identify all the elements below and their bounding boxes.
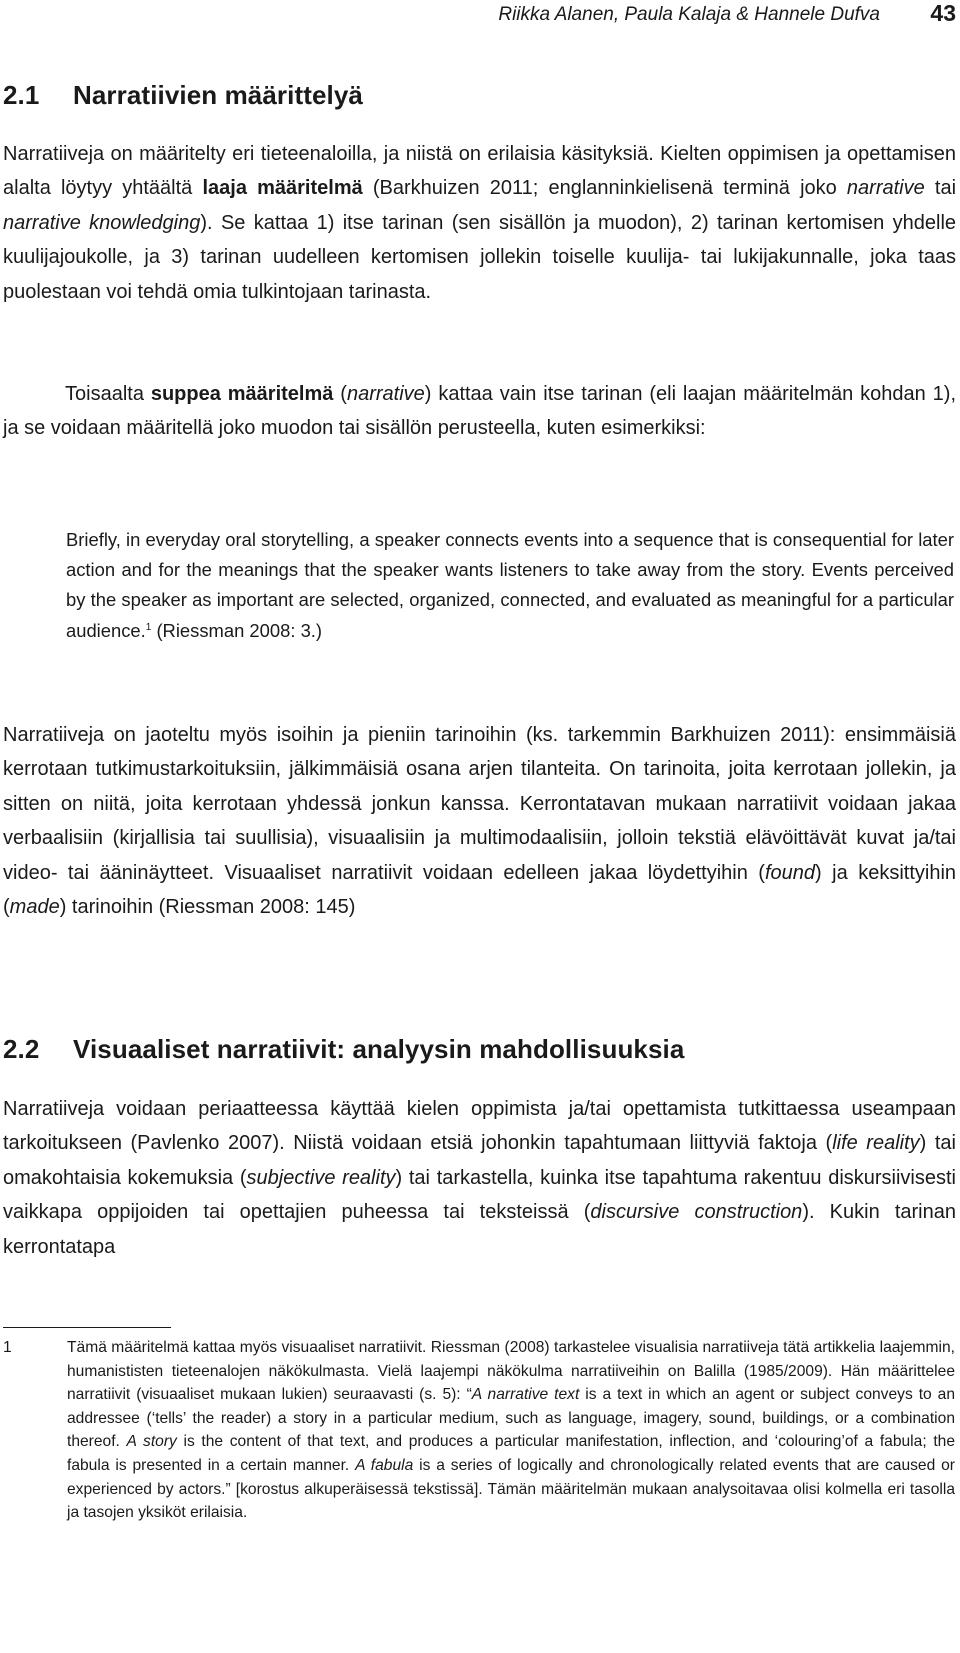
footnote-divider bbox=[3, 1327, 171, 1328]
section-title: Visuaaliset narratiivit: analyysin mahdollisuuksia bbox=[73, 1034, 685, 1064]
running-header-authors: Riikka Alanen, Paula Kalaja & Hannele Dufva bbox=[498, 4, 880, 25]
text-run: (Barkhuizen 2011; englanninkielisenä terminä joko bbox=[362, 177, 847, 200]
italic-term: discursive construction bbox=[590, 1201, 803, 1224]
section-heading-2-2 bbox=[3, 1034, 684, 1065]
text-run: ( bbox=[333, 383, 347, 405]
italic-term: subjective reality bbox=[246, 1166, 396, 1189]
text-run: Narratiiveja on jaoteltu myös isoihin ja pieniin tarinoihin (ks. tarkemmin Barkhuizen 2011): ensimmäisiä kerrotaan tutkimustarkoituksiin, jälkimmäisiä osana arjen tilanteita. On tarinoita, joita kerrotaan jollekin, ja sitten on niitä, joita kerrotaan yhdessä jonkun kanssa. Kerrontatavan mukaan narratiivit voidaan jakaa verbaalisiin (kirjallisia tai suullisia), visuaalisiin ja multimodaalisiin, jolloin tekstiä elävöittävät kuvat ja/tai video- tai ääninäytteet. Visuaaliset narratiivit voidaan edelleen jakaa löydettyihin ( bbox=[3, 724, 956, 884]
text-run: ) tai tarkastella, kuinka itse tapahtuma rakentuu diskursiivisesti vaikkapa oppijoiden tai opettajien puheessa tai teksteissä ( bbox=[3, 1166, 957, 1224]
section-heading-2-1 bbox=[3, 80, 363, 111]
italic-term: life reality bbox=[832, 1132, 920, 1155]
italic-term: narrative knowledging bbox=[3, 211, 201, 234]
italic-term: A narrative text bbox=[471, 1386, 580, 1404]
footnote-marker: 1 bbox=[145, 621, 152, 633]
section-title: Narratiivien määrittelyä bbox=[73, 80, 363, 110]
text-run: Narratiiveja voidaan periaatteessa käyttää kielen oppimista ja/tai opettamista tutkittaessa useampaan tarkoitukseen (Pavlenko 2007). Niistä voidaan etsiä johonkin tapahtumaan liittyviä faktoja ( bbox=[3, 1098, 956, 1155]
text-run: is a text in which an agent or subject conveys to an addressee (‘tells’ the reader) a story in a particular medium, such as language, imagery, sound, buildings, or a combination thereof. bbox=[67, 1386, 955, 1451]
text-run: is the content of that text, and produces a particular manifestation, inflection, and ‘colouring’of a fabula; the fabula is presented in a certain manner. bbox=[67, 1433, 955, 1474]
italic-term: narrative bbox=[846, 177, 925, 200]
bold-term: suppea määritelmä bbox=[150, 383, 334, 405]
text-run: ) kattaa vain itse tarinan (eli laajan määritelmän kohdan 1), ja se voidaan määritellä joko muodon tai sisällön perusteella, kuten esimerkiksi: bbox=[3, 383, 956, 440]
text-run: ) tarinoihin (Riessman 2008: 145) bbox=[59, 896, 356, 919]
bold-term: laaja määritelmä bbox=[202, 177, 363, 200]
footnote-text bbox=[67, 1336, 955, 1525]
italic-term: A story bbox=[126, 1433, 177, 1451]
text-run: is a series of logically and chronologically related events that are caused or experienced by actors.” [korostus alkuperäisessä tekstissä]. Tämän määritelmän mukaan analysoitavaa olisi kolmella eri tasolla ja tasojen yksiköt erilaisia. bbox=[67, 1456, 955, 1522]
paragraph-definition-broad bbox=[3, 137, 956, 309]
text-run: (Riessman 2008: 3.) bbox=[151, 619, 323, 641]
italic-term: narrative bbox=[346, 383, 425, 405]
text-run: tai bbox=[924, 177, 957, 200]
text-run: Toisaalta bbox=[65, 383, 151, 405]
page-number: 43 bbox=[930, 0, 956, 26]
running-header bbox=[0, 0, 960, 40]
italic-term: found bbox=[764, 861, 816, 884]
paragraph-definition-narrow bbox=[3, 377, 956, 446]
section-number: 2.1 bbox=[3, 80, 40, 110]
text-run: ) tai omakohtaisia kokemuksia ( bbox=[3, 1132, 956, 1189]
text-run: Tämä määritelmä kattaa myös visuaaliset narratiivit. Riessman (2008) tarkastelee visualisia narratiiveja tätä artikkelia laajemmin, humanististen tieteenalojen näkökulmasta. Vielä laajempi näkökulma narratiiveihin on Balilla (1985/2009). Hän määrittelee narratiivit (visuaaliset mukaan lukien) seuraavasti (s. 5): “ bbox=[67, 1339, 955, 1404]
text-run: ). Se kattaa 1) itse tarinan (sen sisällön ja muodon), 2) tarinan kertomisen yhdelle kuulijajoukolle, ja 3) tarinan uudelleen kertomisen jollekin toiselle kuulija- tai lukijakunnalle, joka taas puolestaan voi tehdä omia tulkintojaan tarinasta. bbox=[3, 211, 957, 303]
italic-term: A fabula bbox=[355, 1456, 414, 1474]
text-run: Briefly, in everyday oral storytelling, a speaker connects events into a sequence that is consequential for later action and for the meanings that the speaker wants listeners to take away from the story. Events perceived by the speaker as important are selected, organized, connected, and evaluated as meaningful for a particular audience. bbox=[66, 529, 954, 641]
text-run: ) ja keksittyihin ( bbox=[3, 861, 957, 919]
paragraph-visual-narratives bbox=[3, 1092, 956, 1264]
italic-term: made bbox=[9, 896, 60, 919]
text-run: ). Kukin tarinan kerrontatapa bbox=[3, 1201, 956, 1258]
text-run: Narratiiveja on määritelty eri tieteenaloilla, ja niistä on erilaisia käsityksiä. Kielten oppimisen ja opettamisen alalta löytyy yhtäältä bbox=[3, 143, 956, 200]
block-quote bbox=[66, 525, 954, 646]
footnote-number: 1 bbox=[3, 1339, 12, 1356]
section-number: 2.2 bbox=[3, 1034, 40, 1064]
paragraph-narrative-types bbox=[3, 718, 956, 924]
